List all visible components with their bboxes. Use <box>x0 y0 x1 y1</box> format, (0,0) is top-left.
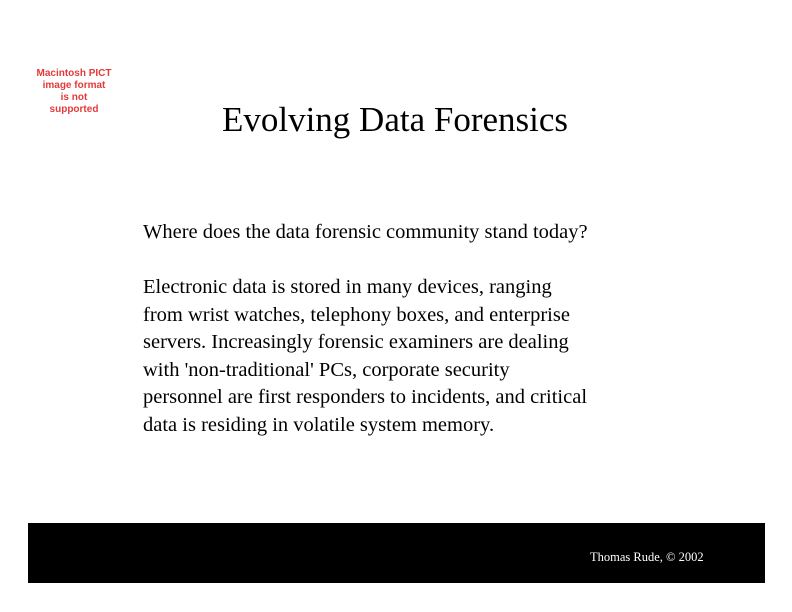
slide-title: Evolving Data Forensics <box>221 100 569 139</box>
question-text: Where does the data forensic community stand today? <box>143 221 588 243</box>
paragraph-line: Electronic data is stored in many devices, ranging <box>143 276 552 298</box>
paragraph-line: personnel are first responders to incidents, and critical <box>143 386 588 408</box>
slide-body <box>143 219 703 467</box>
unsupported-image-placeholder <box>36 68 112 116</box>
placeholder-line: Macintosh PICT <box>36 68 112 79</box>
placeholder-line: image format <box>42 80 106 91</box>
footer-bar <box>28 523 765 583</box>
footer-credit: Thomas Rude, © 2002 <box>590 550 704 564</box>
paragraph-line: data is residing in volatile system memory. <box>143 413 495 436</box>
placeholder-line: is not supported <box>49 92 99 115</box>
paragraph-line: from wrist watches, telephony boxes, and enterprise <box>143 303 570 326</box>
body-paragraph <box>143 274 703 439</box>
paragraph-line: with 'non-traditional' PCs, corporate security <box>143 358 510 381</box>
paragraph-line: servers. Increasingly forensic examiners are dealing <box>143 331 569 353</box>
